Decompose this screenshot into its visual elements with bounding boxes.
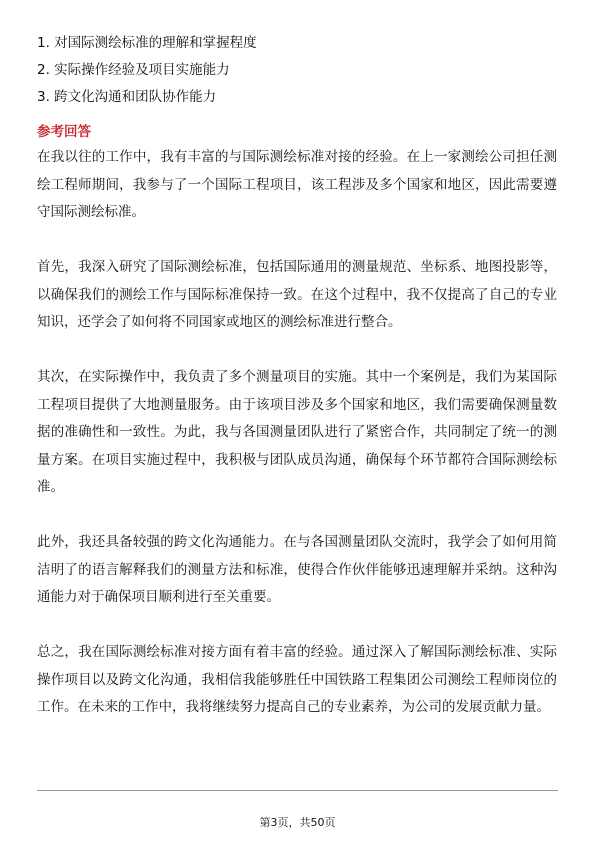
answer-paragraph: 其次，在实际操作中，我负责了多个测量项目的实施。其中一个案例是，我们为某国际工程项目提供了大地测量服务。由于该项目涉及多个国家和地区，我们需要确保测量数据的准确性和一致性。为此，我与各国测量团队进行了紧密合作，共同制定了统一的测量方案。在项目实施过程中，我积极与团队成员沟通，确保每个环节都符合国际测绘标准。 xyxy=(37,369,557,495)
answer-heading: 参考回答 xyxy=(37,124,91,140)
page-number: 第3页，共50页 xyxy=(259,816,336,829)
criteria-list xyxy=(37,30,557,111)
answer-paragraph: 此外，我还具备较强的跨文化沟通能力。在与各国测量团队交流时，我学会了如何用简洁明了的语言解释我们的测量方法和标准，使得合作伙伴能够迅速理解并采纳。这种沟通能力对于确保项目顺利进行至关重要。 xyxy=(37,534,557,605)
criteria-item: 1. 对国际测绘标准的理解和掌握程度 xyxy=(37,35,257,51)
answer-paragraph: 在我以往的工作中，我有丰富的与国际测绘标准对接的经验。在上一家测绘公司担任测绘工程师期间，我参与了一个国际工程项目，该工程涉及多个国家和地区，因此需要遵守国际测绘标准。 xyxy=(37,149,557,220)
answer-paragraph: 总之，我在国际测绘标准对接方面有着丰富的经验。通过深入了解国际测绘标准、实际操作项目以及跨文化沟通，我相信我能够胜任中国铁路工程集团公司测绘工程师岗位的工作。在未来的工作中，我将继续努力提高自己的专业素养，为公司的发展贡献力量。 xyxy=(37,644,557,715)
criteria-item: 2. 实际操作经验及项目实施能力 xyxy=(37,62,230,78)
footer-divider xyxy=(37,790,558,791)
answer-paragraph: 首先，我深入研究了国际测绘标准，包括国际通用的测量规范、坐标系、地图投影等，以确保我们的测绘工作与国际标准保持一致。在这个过程中，我不仅提高了自己的专业知识，还学会了如何将不同国家或地区的测绘标准进行整合。 xyxy=(37,259,557,330)
answer-body xyxy=(37,144,557,722)
criteria-item: 3. 跨文化沟通和团队协作能力 xyxy=(37,89,217,105)
